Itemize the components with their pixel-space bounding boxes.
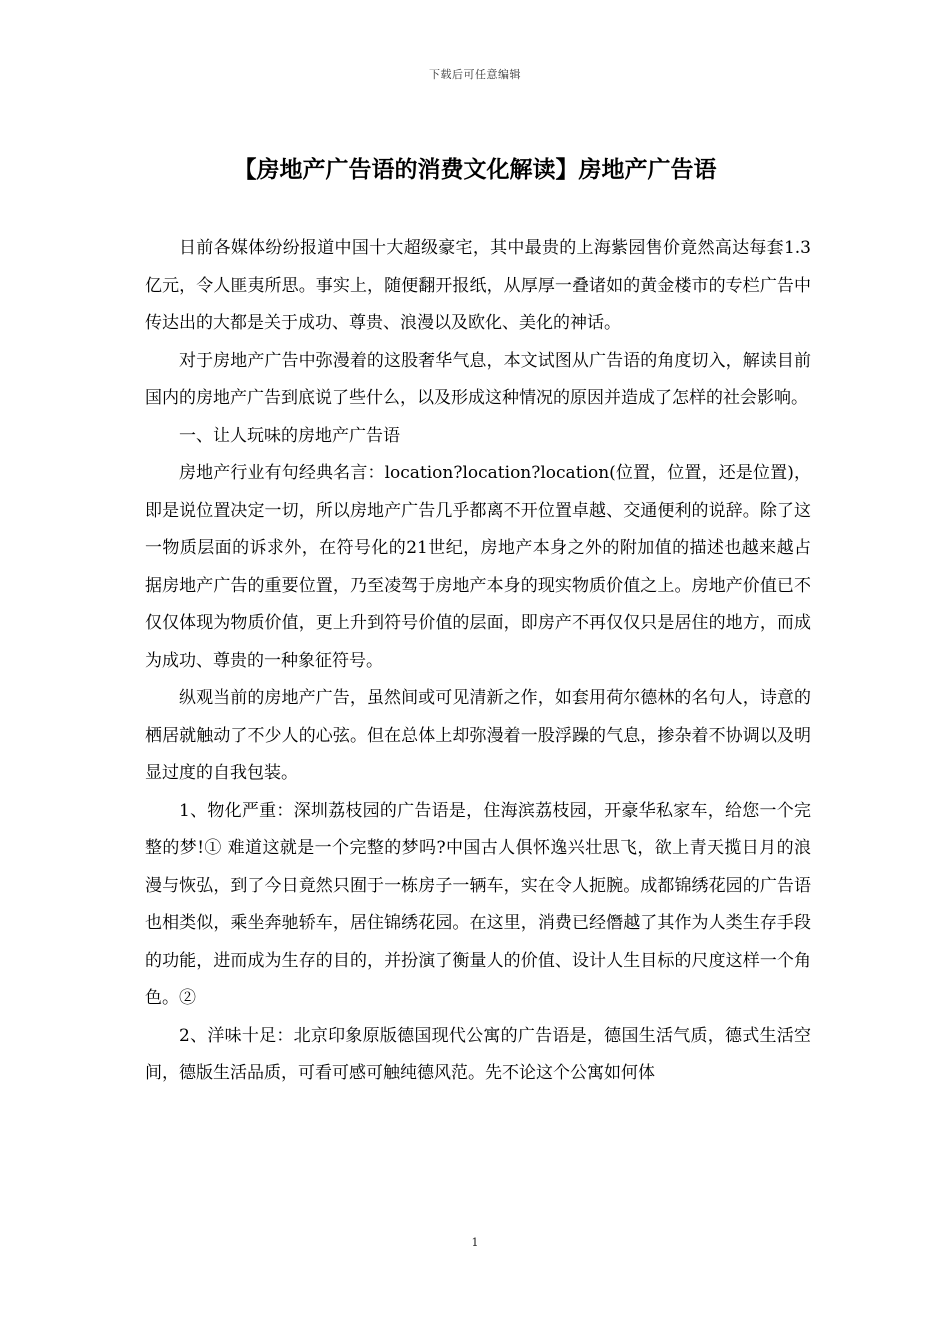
document-body xyxy=(145,230,811,1093)
document-title: 【房地产广告语的消费文化解读】房地产广告语 xyxy=(233,156,717,183)
section-heading: 一、让人玩味的房地产广告语 xyxy=(179,425,400,446)
paragraph: 纵观当前的房地产广告，虽然间或可见清新之作，如套用荷尔德林的名句人，诗意的栖居就触动了不少人的心弦。但在总体上却弥漫着一股浮躁的气息，掺杂着不协调以及明显过度的自我包装。 xyxy=(145,688,811,783)
paragraph: 房地产行业有句经典名言：location?location?location(位置，位置，还是位置)，即是说位置决定一切，所以房地产广告几乎都离不开位置卓越、交通便利的说辞。除了这一物质层面的诉求外，在符号化的21世纪，房地产本身之外的附加值的描述也越来越占据房地产广告的重要位置，乃至凌驾于房地产本身的现实物质价值之上。房地产价值已不仅仅体现为物质价值，更上升到符号价值的层面，即房产不再仅仅只是居住的地方，而成为成功、尊贵的一种象征符号。 xyxy=(145,463,811,671)
page-header-note: 下载后可任意编辑 xyxy=(429,68,521,81)
paragraph: 对于房地产广告中弥漫着的这股奢华气息，本文试图从广告语的角度切入，解读目前国内的房地产广告到底说了些什么，以及形成这种情况的原因并造成了怎样的社会影响。 xyxy=(145,350,811,408)
page-number: 1 xyxy=(471,1236,479,1249)
paragraph: 日前各媒体纷纷报道中国十大超级豪宅，其中最贵的上海紫园售价竟然高达每套1.3亿元，令人匪夷所思。事实上，随便翻开报纸，从厚厚一叠诸如的黄金楼市的专栏广告中传达出的大都是关于成功、尊贵、浪漫以及欧化、美化的神话。 xyxy=(145,238,811,333)
paragraph: 2、洋味十足：北京印象原版德国现代公寓的广告语是，德国生活气质，德式生活空间，德版生活品质，可看可感可触纯德风范。先不论这个公寓如何体 xyxy=(145,1025,811,1083)
paragraph: 1、物化严重：深圳荔枝园的广告语是，住海滨荔枝园，开豪华私家车，给您一个完整的梦!① 难道这就是一个完整的梦吗?中国古人俱怀逸兴壮思飞，欲上青天揽日月的浪漫与恢弘，到了今日竟然只囿于一栋房子一辆车，实在令人扼腕。成都锦绣花园的广告语也相类似，乘坐奔驰轿车，居住锦绣花园。在这里，消费已经僭越了其作为人类生存手段的功能，进而成为生存的目的，并扮演了衡量人的价值、设计人生目标的尺度这样一个角色。② xyxy=(145,800,811,1008)
